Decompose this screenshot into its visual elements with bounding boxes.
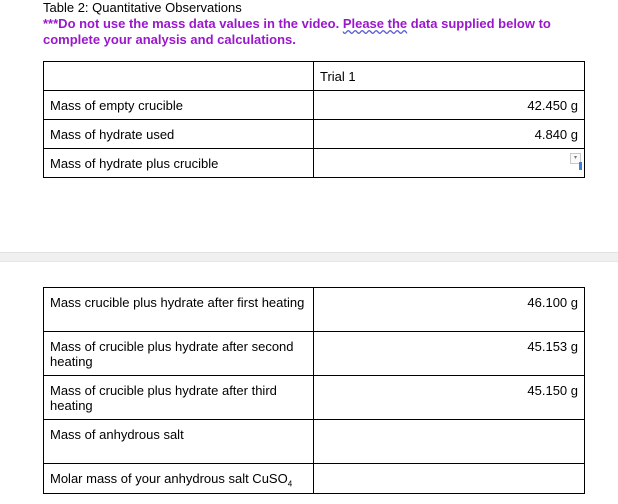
observations-table-2 xyxy=(43,287,585,494)
row-value[interactable]: 46.100 g xyxy=(314,288,585,332)
table-row xyxy=(44,149,585,178)
row-value[interactable]: 4.840 g xyxy=(314,120,585,149)
paste-options-icon[interactable]: ▾ xyxy=(570,153,581,164)
page-break xyxy=(0,252,618,262)
formula-subscript: 4 xyxy=(287,479,293,489)
table-row xyxy=(44,288,585,332)
row-value[interactable] xyxy=(314,420,585,464)
instruction-part-2: Please the xyxy=(342,16,408,31)
row-label: Mass of crucible plus hydrate after third heating xyxy=(44,376,314,420)
row-value[interactable]: 45.153 g xyxy=(314,332,585,376)
row-value-input[interactable] xyxy=(314,149,585,178)
row-value[interactable]: 42.450 g xyxy=(314,91,585,120)
row-label xyxy=(44,464,314,494)
text-cursor-icon xyxy=(579,162,582,170)
row-label: Mass of empty crucible xyxy=(44,91,314,120)
table-row xyxy=(44,464,585,494)
table-row xyxy=(44,332,585,376)
table-row xyxy=(44,376,585,420)
row-label: Mass of crucible plus hydrate after second heating xyxy=(44,332,314,376)
row-label: Mass of hydrate used xyxy=(44,120,314,149)
header-cell-empty xyxy=(44,62,314,91)
table-header-row xyxy=(44,62,585,91)
instruction-part-3: data supplied below to complete your analysis and calculations. xyxy=(43,16,551,47)
table-row xyxy=(44,91,585,120)
molar-mass-label: Molar mass of your anhydrous salt CuSO xyxy=(50,471,288,486)
header-cell-trial-1: Trial 1 xyxy=(314,62,585,91)
table-row xyxy=(44,420,585,464)
row-label: Mass of hydrate plus crucible xyxy=(44,149,314,178)
row-label: Mass crucible plus hydrate after first heating xyxy=(44,288,314,332)
table-caption: Table 2: Quantitative Observations xyxy=(43,0,242,15)
observations-table-1 xyxy=(43,61,585,178)
row-label: Mass of anhydrous salt xyxy=(44,420,314,464)
table-row xyxy=(44,120,585,149)
row-value[interactable] xyxy=(314,464,585,494)
instruction-part-1: ***Do not use the mass data values in the video. xyxy=(43,16,343,31)
instruction-text xyxy=(43,16,583,48)
row-value[interactable]: 45.150 g xyxy=(314,376,585,420)
